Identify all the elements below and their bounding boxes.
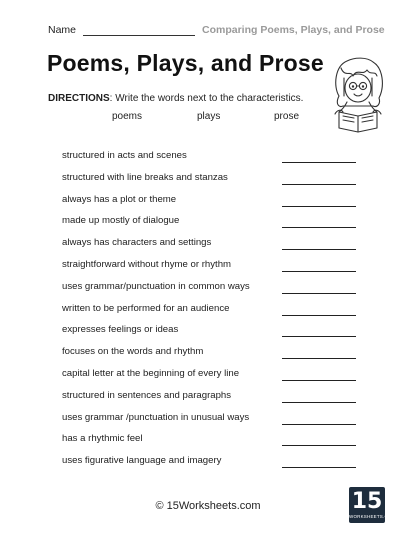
characteristic-text: uses grammar /punctuation in unusual ways (62, 411, 250, 423)
name-input-line[interactable] (83, 35, 195, 36)
list-item (62, 257, 362, 279)
characteristic-text: uses figurative language and imagery (62, 455, 222, 467)
directions-text: : Write the words next to the characteristics. (109, 93, 304, 104)
characteristic-text: straightforward without rhyme or rhythm (62, 258, 232, 270)
directions (48, 93, 303, 104)
answer-line[interactable] (282, 445, 356, 446)
brand-logo (349, 487, 396, 523)
characteristic-text: written to be performed for an audience (62, 302, 230, 314)
answer-line[interactable] (282, 184, 356, 185)
list-item (62, 344, 362, 366)
answer-line[interactable] (282, 380, 356, 381)
characteristic-text: expresses feelings or ideas (62, 324, 179, 336)
list-item (62, 213, 362, 235)
name-label: Name (48, 24, 77, 36)
logo-subtext: WORKSHEETS.COM (349, 514, 396, 519)
answer-line[interactable] (282, 293, 356, 294)
list-item (62, 431, 362, 453)
answer-line[interactable] (282, 249, 356, 250)
list-item (62, 279, 362, 301)
word-bank-prose: prose (274, 111, 300, 122)
worksheet-header (48, 24, 388, 38)
characteristic-text: always has characters and settings (62, 237, 212, 249)
characteristic-text: structured in sentences and paragraphs (62, 389, 232, 401)
answer-line[interactable] (282, 227, 356, 228)
characteristic-text: structured with line breaks and stanzas (62, 171, 228, 183)
answer-line[interactable] (282, 336, 356, 337)
list-item (62, 453, 362, 475)
list-item (62, 192, 362, 214)
answer-line[interactable] (282, 315, 356, 316)
list-item (62, 366, 362, 388)
answer-line[interactable] (282, 467, 356, 468)
characteristic-text: made up mostly of dialogue (62, 215, 180, 227)
worksheet-subtitle: Comparing Poems, Plays, and Prose (202, 24, 385, 36)
directions-label: DIRECTIONS (48, 93, 110, 104)
list-item (62, 301, 362, 323)
answer-line[interactable] (282, 358, 356, 359)
characteristic-text: always has a plot or theme (62, 193, 177, 205)
answer-line[interactable] (282, 271, 356, 272)
page-title: Poems, Plays, and Prose (47, 50, 324, 76)
list-item (62, 148, 362, 170)
characteristic-text: structured in acts and scenes (62, 150, 187, 161)
word-bank-poems: poems (112, 111, 143, 122)
list-item (62, 410, 362, 432)
list-item (62, 388, 362, 410)
characteristic-text: uses grammar/punctuation in common ways (62, 280, 250, 292)
logo-number: 15 (351, 489, 383, 514)
characteristic-text: has a rhythmic feel (62, 433, 143, 445)
girl-reading-book-icon (325, 56, 391, 136)
list-item (62, 170, 362, 192)
characteristic-text: focuses on the words and rhythm (62, 346, 204, 358)
list-item (62, 235, 362, 257)
list-item (62, 322, 362, 344)
answer-line[interactable] (282, 162, 356, 163)
word-bank-plays: plays (197, 111, 221, 122)
answer-line[interactable] (282, 206, 356, 207)
copyright-text: © 15Worksheets.com (155, 500, 261, 513)
answer-line[interactable] (282, 402, 356, 403)
characteristic-text: capital letter at the beginning of every line (62, 367, 240, 379)
answer-line[interactable] (282, 424, 356, 425)
characteristics-list (62, 148, 362, 475)
